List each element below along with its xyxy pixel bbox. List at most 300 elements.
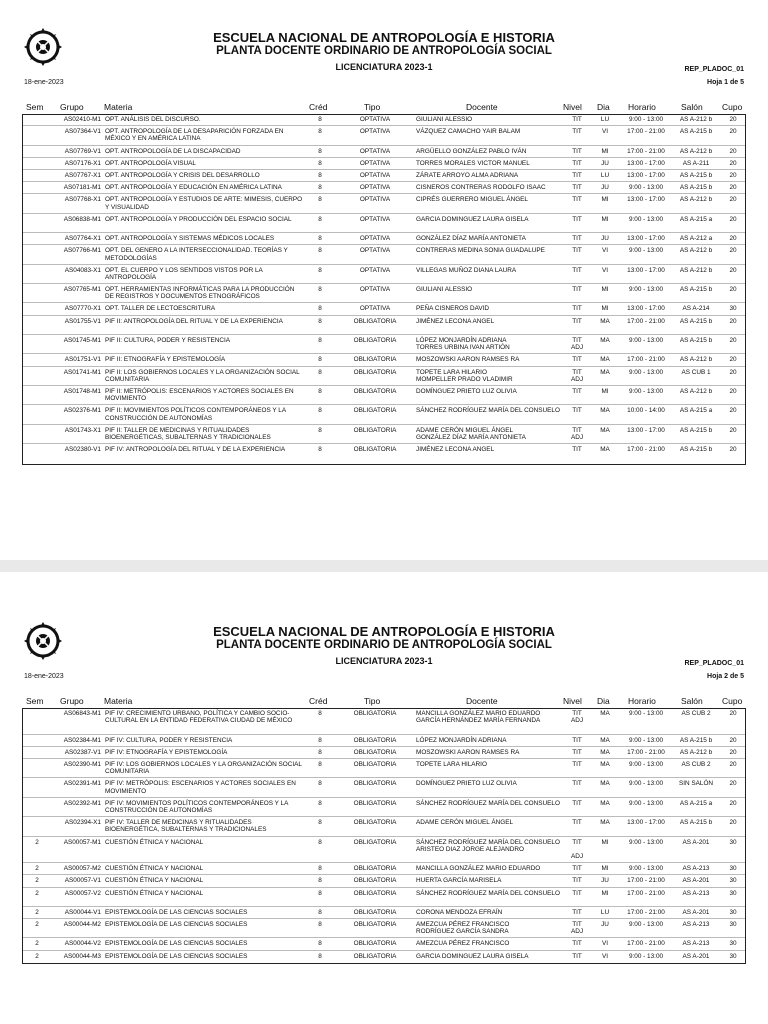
nivel-titular: TIT [572, 819, 582, 827]
docente-titular: CORONA MENDOZA EFRAÍN [416, 908, 503, 916]
nivel-titular: TIT [572, 171, 582, 179]
cell-tipo: OBLIGATORIA [353, 426, 397, 434]
header-materia: Materia [104, 696, 133, 706]
course-table-page-1 [22, 114, 746, 465]
cell-docente [416, 710, 566, 724]
cell-dia: MA [600, 710, 610, 717]
cell-grupo: AS07364-V1 [64, 128, 101, 136]
cell-salon: AS A-212 b [679, 388, 713, 396]
cell-salon: AS A-215 b [679, 171, 713, 179]
cell-horario: 13:00 - 17:00 [627, 196, 665, 204]
cell-cred: 8 [318, 368, 322, 376]
nivel-titular: TIT [572, 865, 582, 873]
table-row [23, 444, 745, 463]
cell-tipo: OBLIGATORIA [353, 889, 397, 897]
cell-grupo: AS07176-X1 [64, 159, 101, 167]
cell-salon: AS A-214 [682, 305, 710, 313]
cell-materia: EPISTEMOLOGÍA DE LAS CIENCIAS SOCIALES [105, 952, 248, 960]
docente-adjunto: TORRES URBINA IVAN ARTIÓN [416, 344, 510, 352]
cell-salon: SIN SALÓN [678, 780, 714, 788]
cell-cred: 8 [318, 286, 322, 294]
cell-grupo: AS00044-V2 [64, 940, 101, 948]
cell-dia: VI [601, 128, 609, 136]
cell-materia: CUESTIÓN ÉTNICA Y NACIONAL [105, 877, 204, 885]
cell-dia: MI [601, 388, 609, 396]
cell-cred: 8 [318, 116, 322, 123]
cell-cupo: 20 [729, 426, 737, 434]
cell-docente [416, 865, 566, 872]
cell-sem: 2 [35, 908, 39, 916]
cell-materia: PIF II: ANTROPOLOGÍA DEL RITUAL Y DE LA EXPERIENCIA [105, 317, 283, 325]
header-nivel: Nivel [563, 102, 582, 112]
cell-materia: CUESTIÓN ÉTNICA Y NACIONAL [105, 865, 204, 873]
cell-materia: PIF IV: ANTROPOLOGÍA DEL RITUAL Y DE LA EXPERIENCIA [105, 446, 286, 454]
cell-dia: MA [600, 317, 610, 325]
docente-adjunto: MOMPELLER PRADO VLADIMIR [416, 375, 513, 383]
table-row [23, 245, 745, 264]
table-row [23, 354, 745, 366]
header-horario: Horario [628, 102, 656, 112]
docente-titular: VÁZQUEZ CAMACHO YAIR BALAM [416, 128, 521, 136]
cell-materia: OPT. ANTROPOLOGÍA DE LA DESAPARICIÓN FORZADA EN MÉXICO Y EN AMÉRICA LATINA [105, 128, 284, 143]
nivel-titular: TIT [572, 196, 582, 204]
cell-materia: EPISTEMOLOGÍA DE LAS CIENCIAS SOCIALES [105, 940, 248, 948]
cell-salon: AS A-212 b [679, 147, 713, 155]
cell-grupo: AS02391-M1 [63, 780, 101, 788]
docente-titular: HUERTA GARCÍA MARISELA [416, 877, 502, 885]
table-row [23, 194, 745, 213]
cell-grupo: AS07766-M1 [63, 247, 101, 255]
table-row [23, 951, 745, 963]
cell-materia: PIF IV: CRECIMIENTO URBANO, POLÍTICA Y CAMBIO SOCIO-CULTURAL EN LA ENTIDAD FEDERATIVA CIUDAD DE MÉXICO [105, 710, 293, 725]
cell-cred: 8 [318, 799, 322, 807]
cell-grupo: AS07770-X1 [64, 305, 101, 313]
docente-adjunto: ARISTEO DIAZ JORGE ALEJANDRO [416, 845, 524, 853]
cell-cupo: 20 [729, 128, 737, 136]
table-row [23, 863, 745, 875]
cell-grupo: AS06838-M1 [63, 215, 101, 223]
docente-titular: CISNEROS CONTRERAS RODOLFO ISAAC [416, 184, 546, 192]
cell-tipo: OPTATIVA [359, 247, 391, 255]
docente-titular: MOSZOWSKI AARON RAMSES RA [416, 356, 520, 364]
cell-grupo: AS00057-M1 [63, 838, 101, 846]
cell-tipo: OBLIGATORIA [353, 940, 397, 948]
table-row [23, 335, 745, 354]
header-dia: Dia [597, 102, 610, 112]
nivel-titular: TIT [572, 388, 582, 396]
cell-grupo: AS02380-V1 [64, 446, 101, 454]
cell-grupo: AS07765-M1 [63, 286, 101, 294]
cell-salon: AS A-215 a [679, 215, 713, 223]
cell-nivel [567, 940, 587, 947]
cell-sem: 2 [35, 952, 39, 960]
docente-adjunto: RODRÍGUEZ GARCÍA SANDRA [416, 928, 509, 936]
cell-nivel [567, 337, 587, 351]
cell-cupo: 30 [729, 305, 737, 313]
cell-horario: 9:00 - 13:00 [628, 780, 664, 788]
nivel-titular: TIT [572, 337, 582, 345]
cell-horario: 17:00 - 21:00 [627, 147, 665, 155]
table-row [23, 735, 745, 747]
cell-sem: 2 [35, 865, 39, 873]
sheet-number: Hoja 1 de 5 [707, 79, 744, 86]
cell-cupo: 20 [729, 368, 737, 376]
cell-dia: MA [600, 780, 610, 788]
cell-tipo: OBLIGATORIA [353, 760, 397, 768]
table-row [23, 747, 745, 759]
docente-adjunto: GARCÍA HERNÁNDEZ MARÍA FERNANDA [416, 717, 541, 725]
cell-materia: PIF II: TALLER DE MEDICINAS Y RITUALIDADES BIOENERGÉTICAS, SUBALTERNAS Y TRADICIONALES [105, 426, 271, 441]
cell-materia: OPT. ANTROPOLOGÍA Y SISTEMAS MÉDICOS LOCALES [105, 235, 275, 243]
table-row [23, 888, 745, 907]
cell-cupo: 30 [729, 921, 737, 929]
table-row [23, 114, 745, 126]
cell-cred: 8 [318, 446, 322, 454]
cell-docente [416, 388, 566, 395]
cell-dia: MA [600, 799, 610, 807]
nivel-titular: TIT [572, 128, 582, 136]
cell-cupo: 20 [729, 116, 737, 123]
cell-grupo: AS02390-M1 [63, 760, 101, 768]
course-table-page-2 [22, 708, 746, 964]
cell-grupo: AS02376-M1 [63, 407, 101, 415]
cell-grupo: AS00044-V1 [64, 908, 101, 916]
docente-titular: MANCILLA GONZÁLEZ MARIO EDUARDO [416, 865, 541, 873]
header-grupo: Grupo [60, 102, 84, 112]
cell-tipo: OBLIGATORIA [353, 446, 397, 454]
cell-horario: 17:00 - 21:00 [627, 889, 665, 897]
cell-materia: PIF IV: CULTURA, PODER Y RESISTENCIA [105, 736, 233, 744]
cell-docente [416, 148, 566, 155]
header-horario: Horario [628, 696, 656, 706]
cell-horario: 9:00 - 13:00 [628, 286, 664, 294]
table-row [23, 284, 745, 303]
cell-cred: 8 [318, 388, 322, 396]
table-row [23, 919, 745, 938]
docente-titular: TORRES MORALES VICTOR MANUEL [416, 159, 530, 167]
nivel-adjunto: ADJ [570, 928, 584, 936]
cell-cupo: 20 [729, 247, 737, 255]
cell-dia: MA [600, 748, 610, 756]
cell-docente [416, 819, 566, 826]
cell-cupo: 20 [729, 286, 737, 294]
cell-grupo: AS01741-M1 [63, 368, 101, 376]
header-materia: Materia [104, 102, 133, 112]
cell-horario: 9:00 - 13:00 [628, 799, 664, 807]
nivel-titular: TIT [572, 407, 582, 415]
cell-materia: EPISTEMOLOGÍA DE LAS CIENCIAS SOCIALES [105, 908, 248, 916]
docente-titular: JIMÉNEZ LECONA ANGEL [416, 446, 495, 454]
cell-horario: 9:00 - 13:00 [628, 368, 664, 376]
docente-titular: MANCILLA GONZÁLEZ MARIO EDUARDO [416, 710, 541, 717]
cell-nivel [567, 318, 587, 325]
header-nivel: Nivel [563, 696, 582, 706]
cell-materia: PIF II: ETNOGRAFÍA Y EPISTEMOLOGÍA [105, 356, 226, 364]
cell-docente [416, 196, 566, 203]
cell-materia: PIF II: MOVIMIENTOS POLÍTICOS CONTEMPORÁNEOS Y LA CONSTRUCCIÓN DE AUTONOMÍAS [105, 407, 286, 422]
docente-titular: ADAME CERÓN MIGUEL ÁNGEL [416, 426, 514, 434]
cell-cred: 8 [318, 865, 322, 873]
docente-titular: SÁNCHEZ RODRÍGUEZ MARÍA DEL CONSUELO [416, 407, 560, 415]
cell-salon: AS A-215 b [679, 337, 713, 345]
cell-grupo: AS01743-X1 [64, 426, 101, 434]
cell-salon: AS A-201 [682, 877, 710, 885]
cell-materia: PIF IV: TALLER DE MEDICINAS Y RITUALIDADES BIOENERGÉTICA, SUBALTERNAS Y TRADICIONALES [105, 819, 267, 834]
docente-titular: TOPETE LARA HILARIO [416, 368, 487, 376]
cell-dia: JU [601, 159, 609, 167]
cell-tipo: OBLIGATORIA [353, 337, 397, 345]
table-row [23, 759, 745, 778]
cell-docente [416, 940, 566, 947]
cell-docente [416, 184, 566, 191]
cell-materia: OPT. HERRAMIENTAS INFORMÁTICAS PARA LA PRODUCCIÓN DE REGISTROS Y DOCUMENTOS ETNOGRÁFICOS [105, 286, 295, 301]
cell-materia: PIF IV: LOS GOBIERNOS LOCALES Y LA ORGANIZACIÓN SOCIAL COMUNITARIA [105, 760, 302, 776]
cell-cred: 8 [318, 426, 322, 434]
cell-docente [416, 305, 566, 312]
cell-horario: 13:00 - 17:00 [627, 426, 665, 434]
cell-docente [416, 427, 566, 441]
cell-dia: MI [601, 865, 609, 873]
cell-horario: 9:00 - 13:00 [628, 184, 664, 192]
cell-cred: 8 [318, 952, 322, 960]
table-row [23, 708, 745, 735]
cell-salon: AS A-212 b [679, 116, 713, 123]
cell-docente [416, 737, 566, 744]
nivel-titular: TIT [572, 235, 582, 243]
table-row [23, 778, 745, 797]
header-cred: Créd [309, 102, 328, 112]
nivel-titular: TIT [572, 266, 582, 274]
cell-materia: OPT. ANÁLISIS DEL DISCURSO. [105, 116, 201, 123]
cell-horario: 9:00 - 13:00 [628, 838, 664, 846]
cell-materia: PIF II: METRÓPOLIS: ESCENARIOS Y ACTORES SOCIALES EN MOVIMIENTO [105, 388, 294, 403]
docente-titular: GARCIA DOMINGUEZ LAURA GISELA [416, 952, 529, 960]
cell-horario: 17:00 - 21:00 [627, 356, 665, 364]
cell-cupo: 20 [729, 736, 737, 744]
cell-nivel [567, 890, 587, 897]
cell-tipo: OBLIGATORIA [353, 838, 397, 846]
cell-cupo: 20 [729, 196, 737, 204]
cell-docente [416, 780, 566, 787]
cell-grupo: AS07181-M1 [63, 184, 101, 192]
cell-grupo: AS01751-V1 [64, 356, 101, 364]
cell-cupo: 20 [729, 819, 737, 827]
cell-nivel [567, 128, 587, 135]
cell-grupo: AS00057-V1 [64, 877, 101, 885]
cell-cred: 8 [318, 819, 322, 827]
cell-nivel [567, 839, 587, 861]
cell-dia: MA [600, 407, 610, 415]
cell-salon: AS A-201 [682, 952, 710, 960]
cell-tipo: OPTATIVA [359, 235, 391, 243]
cell-materia: PIF II: CULTURA, PODER Y RESISTENCIA [105, 337, 230, 345]
table-row [23, 817, 745, 836]
cell-salon: AS A-201 [682, 908, 710, 916]
table-row [23, 367, 745, 386]
cell-materia: PIF II: LOS GOBIERNOS LOCALES Y LA ORGANIZACIÓN SOCIAL COMUNITARIA [105, 368, 300, 383]
nivel-titular: TIT [572, 184, 582, 192]
cell-cupo: 20 [729, 266, 737, 274]
cell-grupo: AS00044-M2 [63, 921, 101, 929]
cell-cupo: 20 [729, 388, 737, 396]
header-tipo: Tipo [364, 696, 381, 706]
cell-dia: MI [601, 305, 609, 313]
cell-cred: 8 [318, 760, 322, 768]
cell-nivel [567, 953, 587, 960]
cell-tipo: OBLIGATORIA [353, 952, 397, 960]
cell-salon: AS A-201 [682, 838, 710, 846]
docente-titular: ADAME CERÓN MIGUEL ÁNGEL [416, 819, 514, 827]
header-cred: Créd [309, 696, 328, 706]
cell-dia: MA [600, 337, 610, 345]
cell-salon: AS CUB 2 [681, 760, 711, 768]
cell-materia: OPT. EL CUERPO Y LOS SENTIDOS VISTOS POR LA ANTROPOLOGÍA [105, 266, 263, 281]
cell-tipo: OBLIGATORIA [353, 748, 397, 756]
nivel-titular: TIT [572, 940, 582, 948]
nivel-titular: TIT [572, 799, 582, 807]
cell-cred: 8 [318, 196, 322, 204]
header-docente: Docente [466, 102, 498, 112]
cell-nivel [567, 749, 587, 756]
cell-horario: 9:00 - 13:00 [628, 337, 664, 345]
table-row [23, 316, 745, 335]
cell-cred: 8 [318, 736, 322, 744]
cell-dia: MI [601, 147, 609, 155]
cell-materia: PIF IV: ETNOGRAFÍA Y EPISTEMOLOGÍA [105, 748, 228, 756]
nivel-titular: TIT [572, 368, 582, 376]
cell-nivel [567, 369, 587, 383]
cell-nivel [567, 267, 587, 274]
cell-horario: 17:00 - 21:00 [627, 940, 665, 948]
program-title: LICENCIATURA 2023-1 [335, 656, 433, 666]
header-dia: Dia [597, 696, 610, 706]
cell-grupo: AS01745-M1 [63, 337, 101, 345]
cell-tipo: OPTATIVA [359, 147, 391, 155]
cell-horario: 9:00 - 13:00 [628, 952, 664, 960]
cell-salon: AS A-212 b [679, 266, 713, 274]
cell-dia: VI [601, 940, 609, 948]
cell-cred: 8 [318, 147, 322, 155]
cell-tipo: OPTATIVA [359, 215, 391, 223]
cell-dia: MI [601, 215, 609, 223]
nivel-titular: TIT [572, 760, 582, 768]
cell-salon: AS A-215 b [679, 426, 713, 434]
cell-cred: 8 [318, 235, 322, 243]
cell-dia: JU [601, 235, 609, 243]
cell-nivel [567, 819, 587, 826]
cell-dia: MA [600, 368, 610, 376]
cell-cred: 8 [318, 247, 322, 255]
cell-grupo: AS00057-M2 [63, 865, 101, 873]
table-row [23, 837, 745, 864]
cell-nivel [567, 780, 587, 787]
cell-nivel [567, 216, 587, 223]
report-page-2 [0, 572, 768, 1024]
cell-nivel [567, 407, 587, 414]
cell-sem: 2 [35, 838, 39, 846]
cell-nivel [567, 710, 587, 724]
header-sem: Sem [26, 696, 44, 706]
cell-grupo: AS02392-M1 [63, 799, 101, 807]
program-title: LICENCIATURA 2023-1 [335, 62, 433, 72]
cell-dia: MA [600, 760, 610, 768]
nivel-titular: TIT [572, 317, 582, 325]
cell-dia: MA [600, 736, 610, 744]
cell-cupo: 20 [729, 235, 737, 243]
cell-tipo: OBLIGATORIA [353, 877, 397, 885]
cell-horario: 9:00 - 13:00 [628, 710, 664, 717]
cell-cred: 8 [318, 407, 322, 415]
cell-cupo: 20 [729, 215, 737, 223]
cell-docente [416, 890, 566, 897]
cell-salon: AS A-215 b [679, 446, 713, 454]
cell-docente [416, 839, 566, 853]
cell-docente [416, 318, 566, 325]
nivel-titular: TIT [572, 426, 582, 434]
cell-dia: MI [601, 286, 609, 294]
nivel-titular: TIT [572, 286, 582, 294]
cell-grupo: AS07769-V1 [64, 147, 101, 155]
nivel-titular: TIT [572, 446, 582, 454]
cell-tipo: OBLIGATORIA [353, 388, 397, 396]
nivel-titular: TIT [572, 356, 582, 364]
cell-tipo: OPTATIVA [359, 286, 391, 294]
cell-nivel [567, 305, 587, 312]
cell-salon: AS A-213 [682, 921, 710, 929]
nivel-titular: TIT [572, 215, 582, 223]
cell-horario: 13:00 - 17:00 [627, 819, 665, 827]
table-row [23, 405, 745, 424]
cell-docente [416, 267, 566, 274]
cell-sem: 2 [35, 940, 39, 948]
nivel-titular: TIT [572, 748, 582, 756]
cell-docente [416, 877, 566, 884]
cell-horario: 9:00 - 13:00 [628, 116, 664, 123]
cell-materia: OPT. ANTROPOLOGÍA Y ESTUDIOS DE ARTE: MIMESIS, CUERPO Y VISUALIDAD [105, 196, 303, 211]
cell-salon: AS A-215 b [679, 819, 713, 827]
table-row [23, 425, 745, 444]
cell-cupo: 30 [729, 877, 737, 885]
nivel-adjunto: ADJ [570, 852, 584, 860]
cell-cred: 8 [318, 337, 322, 345]
cell-cupo: 30 [729, 865, 737, 873]
cell-nivel [567, 446, 587, 453]
cell-grupo: AS07764-X1 [64, 235, 101, 243]
cell-tipo: OBLIGATORIA [353, 407, 397, 415]
cell-horario: 9:00 - 13:00 [628, 760, 664, 768]
cell-grupo: AS07768-X1 [64, 196, 101, 204]
docente-titular: PEÑA CISNEROS DAVID [416, 305, 490, 313]
cell-docente [416, 407, 566, 414]
cell-nivel [567, 148, 587, 155]
docente-titular: SÁNCHEZ RODRÍGUEZ MARÍA DEL CONSUELO [416, 838, 560, 846]
cell-horario: 17:00 - 21:00 [627, 446, 665, 454]
cell-horario: 9:00 - 13:00 [628, 865, 664, 873]
cell-salon: AS A-213 [682, 865, 710, 873]
cell-horario: 13:00 - 17:00 [627, 171, 665, 179]
table-row [23, 386, 745, 405]
docente-titular: LÓPEZ MONJARDÍN ADRIANA [416, 337, 507, 345]
cell-docente [416, 909, 566, 916]
header-docente: Docente [466, 696, 498, 706]
cell-cred: 8 [318, 921, 322, 929]
cell-docente [416, 116, 566, 123]
nivel-titular: TIT [572, 736, 582, 744]
cell-salon: AS CUB 1 [681, 368, 711, 376]
cell-horario: 13:00 - 17:00 [627, 159, 665, 167]
table-row [23, 303, 745, 315]
docente-titular: GIULIANI ALESSIO [416, 116, 473, 123]
